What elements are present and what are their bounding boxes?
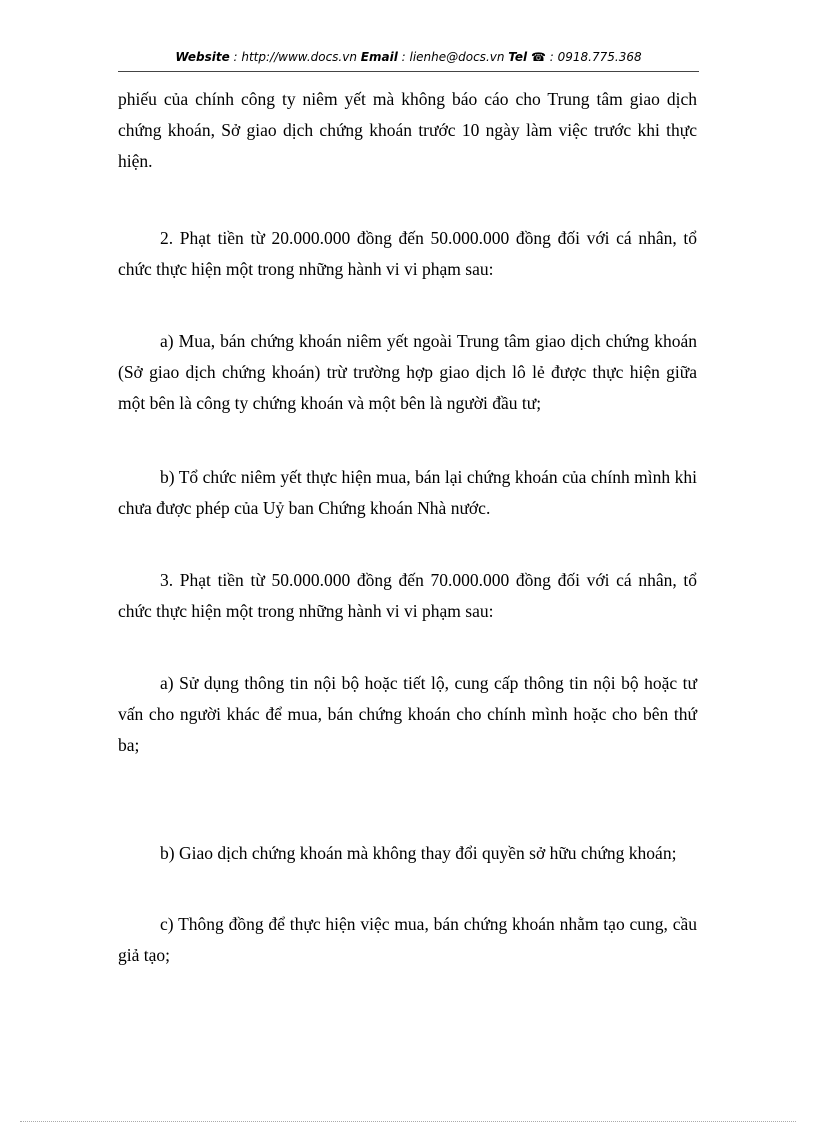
paragraph-clause-3b: b) Giao dịch chứng khoán mà không thay đổi quyền sở hữu chứng khoán; bbox=[160, 843, 677, 863]
tel-label: Tel bbox=[508, 50, 528, 64]
header-divider bbox=[118, 71, 699, 72]
email-address: : lienhe@docs.vn bbox=[397, 50, 509, 64]
paragraph-clause-2a: a) Mua, bán chứng khoán niêm yết ngoài Trung tâm giao dịch chứng khoán (Sở giao dịch chứng khoán) trừ trường hợp giao dịch lô lẻ được thực hiện giữa một bên là công ty chứng khoán và một bên là người đầu tư; bbox=[118, 331, 697, 413]
paragraph-clause-3: 3. Phạt tiền từ 50.000.000 đồng đến 70.000.000 đồng đối với cá nhân, tổ chức thực hiện một trong những hành vi vi phạm sau: bbox=[118, 570, 697, 621]
paragraph-continuation: phiếu của chính công ty niêm yết mà không báo cáo cho Trung tâm giao dịch chứng khoán, Sở giao dịch chứng khoán trước 10 ngày làm việc trước khi thực hiện. bbox=[118, 89, 697, 171]
paragraph-clause-2b: b) Tổ chức niêm yết thực hiện mua, bán lại chứng khoán của chính mình khi chưa được phép của Uỷ ban Chứng khoán Nhà nước. bbox=[118, 467, 697, 518]
paragraph-clause-2: 2. Phạt tiền từ 20.000.000 đồng đến 50.000.000 đồng đối với cá nhân, tổ chức thực hiện một trong những hành vi vi phạm sau: bbox=[118, 228, 697, 279]
page-bottom-border bbox=[20, 1121, 796, 1122]
paragraph-clause-3c: c) Thông đồng để thực hiện việc mua, bán chứng khoán nhằm tạo cung, cầu giả tạo; bbox=[118, 914, 697, 965]
page-header bbox=[118, 50, 699, 70]
tel-number: : 0918.775.368 bbox=[545, 50, 642, 64]
email-label: Email bbox=[360, 50, 398, 64]
website-label: Website bbox=[175, 50, 230, 64]
website-url: : http://www.docs.vn bbox=[229, 50, 361, 64]
phone-icon: ☎ bbox=[531, 50, 546, 64]
paragraph-clause-3a: a) Sử dụng thông tin nội bộ hoặc tiết lộ, cung cấp thông tin nội bộ hoặc tư vấn cho người khác để mua, bán chứng khoán cho chính mình hoặc cho bên thứ ba; bbox=[118, 673, 697, 755]
